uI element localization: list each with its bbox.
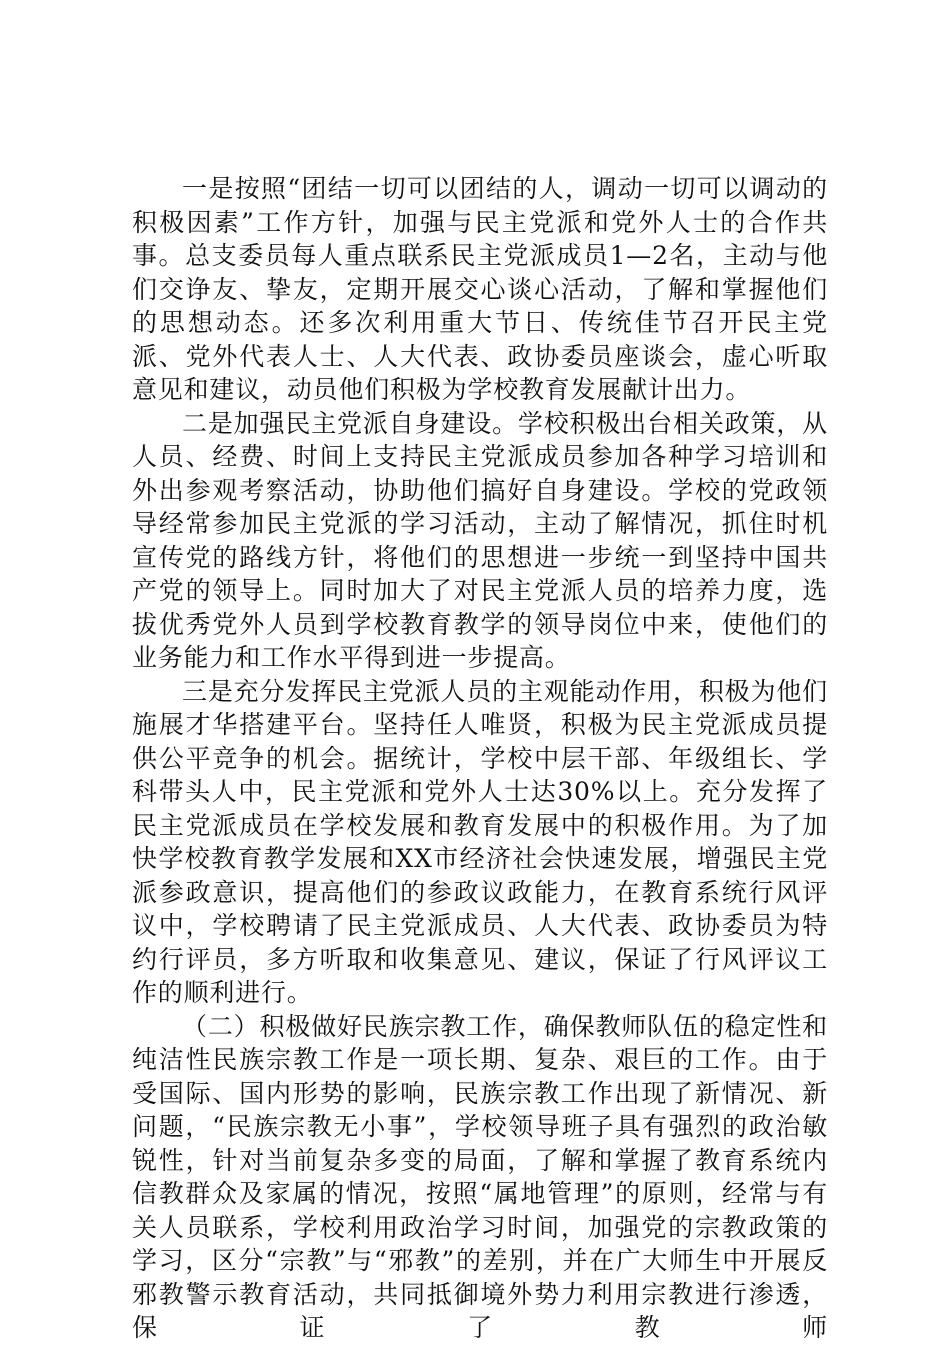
paragraph-4: （二）积极做好民族宗教工作，确保教师队伍的稳定性和纯洁性民族宗教工作是一项长期、复杂、艰巨的工作。由于受国际、国内形势的影响，民族宗教工作出现了新情况、新问题，“民族宗教无小事”，学校领导班子具有强烈的政治敏锐性，针对当前复杂多变的局面，了解和掌握了教育系统内信教群众及家属的情况，按照“属地管理”的原则，经常与有关人员联系，学校利用政治学习时间，加强党的宗教政策的学习，区分“宗教”与“邪教”的差别，并在广大师生中开展反邪教警示教育活动，共同抵御境外势力利用宗教进行渗透，保证了教师 xyxy=(132,1011,828,1342)
paragraph-1: 一是按照“团结一切可以团结的人，调动一切可以调动的积极因素”工作方针，加强与民主党派和党外人士的合作共事。总支委员每人重点联系民主党派成员1—2名，主动与他们交诤友、挚友，定期开展交心谈心活动，了解和掌握他们的思想动态。还多次利用重大节日、传统佳节召开民主党派、党外代表人士、人大代表、政协委员座谈会，虚心听取意见和建议，动员他们积极为学校教育发展献计出力。 xyxy=(132,174,828,404)
paragraph-2: 二是加强民主党派自身建设。学校积极出台相关政策，从人员、经费、时间上支持民主党派成员参加各种学习培训和外出参观考察活动，协助他们搞好自身建设。学校的党政领导经常参加民主党派的学习活动，主动了解情况，抓住时机宣传党的路线方针，将他们的思想进一步统一到坚持中国共产党的领导上。同时加大了对民主党派人员的培养力度，选拔优秀党外人员到学校教育教学的领导岗位中来，使他们的业务能力和工作水平得到进一步提高。 xyxy=(132,408,828,672)
paragraph-3: 三是充分发挥民主党派人员的主观能动作用，积极为他们施展才华搭建平台。坚持任人唯贤，积极为民主党派成员提供公平竞争的机会。据统计，学校中层干部、年级组长、学科带头人中，民主党派和党外人士达30%以上。充分发挥了民主党派成员在学校发展和教育发展中的积极作用。为了加快学校教育教学发展和XX市经济社会快速发展，增强民主党派参政意识，提高他们的参政议政能力，在教育系统行风评议中，学校聘请了民主党派成员、人大代表、政协委员为特约行评员，多方听取和收集意见、建议，保证了行风评议工作的顺利进行。 xyxy=(132,676,828,1007)
document-body xyxy=(132,172,828,1345)
